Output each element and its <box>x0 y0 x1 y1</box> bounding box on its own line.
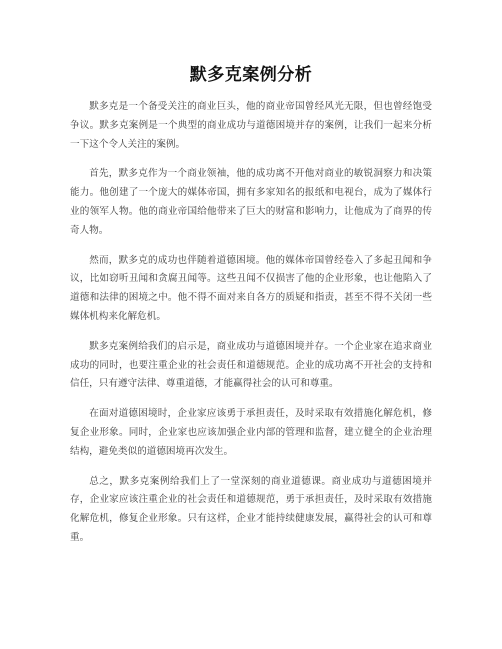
document-title: 默多克案例分析 <box>189 65 313 85</box>
paragraph-1: 默多克是一个备受关注的商业巨头，他的商业帝国曾经风光无限，但也曾经饱受争议。默多克案例是一个典型的商业成功与道德困境并存的案例，让我们一起来分析一下这个令人关注的案例。 <box>70 101 432 150</box>
document-body <box>70 98 432 559</box>
paragraph-3: 然而，默多克的成功也伴随着道德困境。他的媒体帝国曾经卷入了多起丑闻和争议，比如窃听丑闻和贪腐丑闻等。这些丑闻不仅损害了他的企业形象，也让他陷入了道德和法律的困境之中。他不得不面对来自各方的质疑和指责，甚至不得不关闭一些媒体机构来化解危机。 <box>70 254 432 322</box>
paragraph-2: 首先，默多克作为一个商业领袖，他的成功离不开他对商业的敏锐洞察力和决策能力。他创建了一个庞大的媒体帝国，拥有多家知名的报纸和电视台，成为了媒体行业的领军人物。他的商业帝国给他带来了巨大的财富和影响力，让他成为了商界的传奇人物。 <box>70 168 432 236</box>
paragraph-5: 在面对道德困境时，企业家应该勇于承担责任，及时采取有效措施化解危机，修复企业形象。同时，企业家也应该加强企业内部的管理和监督，建立健全的企业治理结构，避免类似的道德困境再次发生。 <box>70 408 432 457</box>
paragraph-4: 默多克案例给我们的启示是，商业成功与道德困境并存。一个企业家在追求商业成功的同时，也要注重企业的社会责任和道德规范。企业的成功离不开社会的支持和信任，只有遵守法律、尊重道德，才能赢得社会的认可和尊重。 <box>70 340 432 390</box>
paragraph-6: 总之，默多克案例给我们上了一堂深刻的商业道德课。商业成功与道德困境并存，企业家应该注重企业的社会责任和道德规范，勇于承担责任，及时采取有效措施化解危机，修复企业形象。只有这样，企业才能持续健康发展，赢得社会的认可和尊重。 <box>70 475 432 543</box>
